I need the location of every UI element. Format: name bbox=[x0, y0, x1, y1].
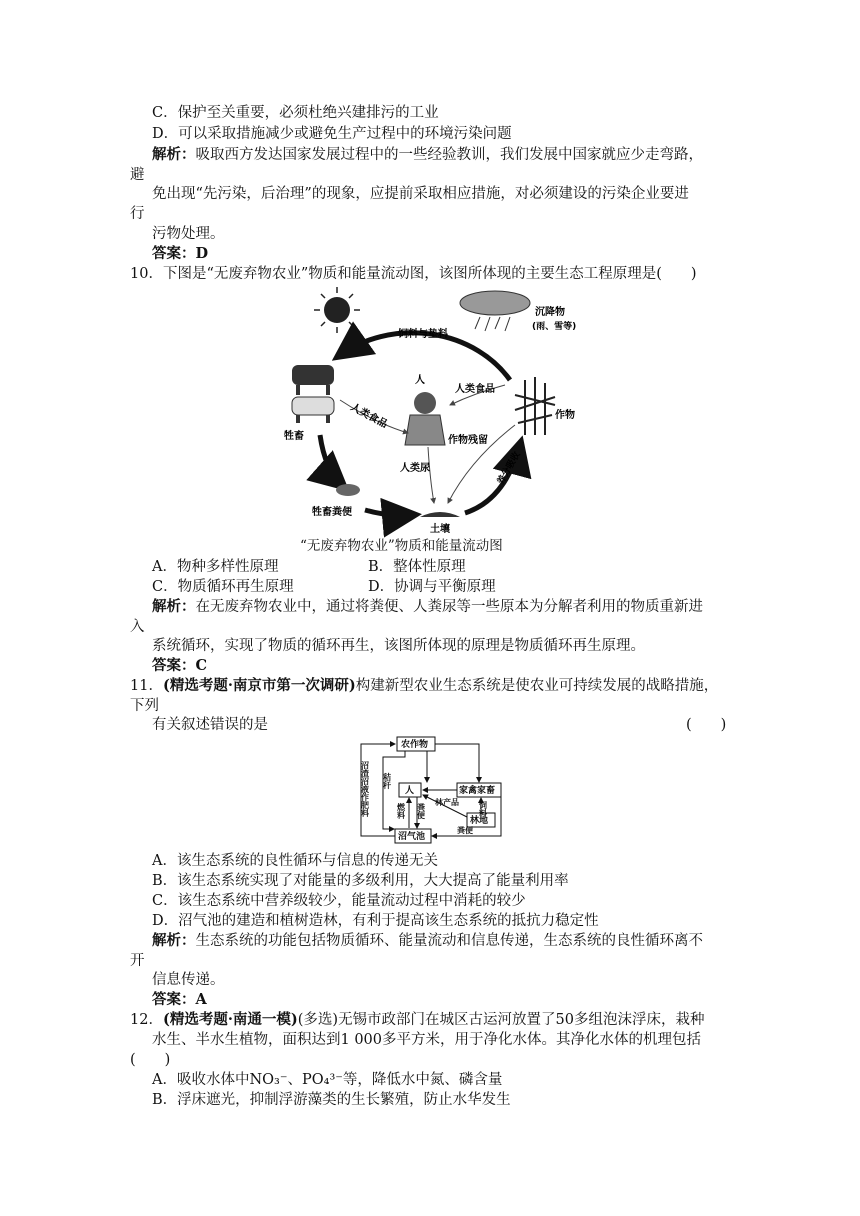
q11-stem-line2: 有关叙述错误的是 bbox=[152, 717, 268, 733]
human-food-right-label: 人类食品 bbox=[455, 384, 495, 395]
q12-stem-line2: 水生、半水生植物，面积达到1 000多平方米，用于净化水体。其净化水体的机理包括 bbox=[152, 1032, 702, 1048]
livestock-to-manure-arc bbox=[320, 435, 342, 485]
soil-icon bbox=[420, 512, 460, 517]
agro-ecosystem-diagram bbox=[357, 733, 505, 845]
q12-number: 12． bbox=[130, 1012, 163, 1028]
q11-analysis-line1 bbox=[152, 931, 703, 951]
nutrient-absorb-label: 养分吸收 bbox=[495, 450, 523, 487]
q9-analysis-line1 bbox=[152, 145, 703, 165]
q11-option-a: A．该生态系统的良性循环与信息的传递无关 bbox=[152, 853, 438, 869]
feed-label: 饲料 bbox=[478, 801, 488, 817]
q11-option-d: D．沼气池的建造和植树造林，有利于提高该生态系统的抵抗力稳定性 bbox=[152, 913, 599, 929]
q11-option-b: B．该生态系统实现了对能量的多级利用，大大提高了能量利用率 bbox=[152, 873, 569, 889]
residue-label: 沼渣沼液作肥料 bbox=[360, 761, 370, 817]
analysis-text: 生态系统的功能包括物质循环、能量流动和信息传递，生态系统的良性循环离不 bbox=[195, 933, 703, 949]
q11-source: (精选考题·南京市第一次调研) bbox=[162, 677, 356, 694]
human-label: 人 bbox=[405, 786, 415, 796]
human-icon bbox=[405, 392, 445, 445]
human-waste-arrow bbox=[428, 447, 434, 503]
q11-stem bbox=[130, 676, 718, 696]
analysis-label: 解析： bbox=[152, 598, 196, 615]
feces2-label: 粪便 bbox=[457, 826, 473, 835]
crops-to-poultry-arrow bbox=[435, 744, 479, 782]
cloud-icon bbox=[460, 291, 530, 331]
figure-caption: “无废弃物农业”物质和能量流动图 bbox=[300, 538, 503, 554]
biogas-label: 沼气池 bbox=[398, 832, 426, 842]
q10-answer: 答案：C bbox=[152, 657, 208, 674]
feed-label: 饲料与垫料 bbox=[398, 329, 448, 340]
q9-option-c: C．保护至关重要，必须杜绝兴建排污的工业 bbox=[152, 105, 439, 121]
feces1-label: 粪便 bbox=[416, 803, 426, 819]
q9-analysis-line2: 免出现“先污染，后治理”的现象，应提前采取相应措施，对必须建设的污染企业要进 bbox=[152, 186, 689, 202]
q12-source: (精选考题·南通一模) bbox=[162, 1011, 298, 1028]
q10-option-a: A．物种多样性原理 bbox=[152, 559, 279, 575]
q12-option-b: B．浮床遮光，抑制浮游藻类的生长繁殖，防止水华发生 bbox=[152, 1092, 511, 1108]
q11-option-c: C．该生态系统中营养级较少，能量流动过程中消耗的较少 bbox=[152, 893, 526, 909]
analysis-text: 在无废弃物农业中，通过将粪便、人粪尿等一些原本为分解者利用的物质重新进 bbox=[195, 599, 703, 615]
sun-icon bbox=[314, 287, 360, 333]
q9-answer: 答案：D bbox=[152, 245, 209, 262]
manure-to-soil-arc bbox=[365, 510, 412, 515]
q10-option-b: B．整体性原理 bbox=[368, 559, 466, 575]
q11-number: 11． bbox=[130, 678, 163, 694]
q12-option-a: A．吸收水体中NO₃⁻、PO₄³⁻等，降低水中氮、磷含量 bbox=[152, 1072, 503, 1088]
straw-label: 秸秆 bbox=[382, 773, 392, 789]
q12-multi: (多选) bbox=[297, 1012, 339, 1028]
precipitation-sub-label: (雨、雪等) bbox=[532, 322, 577, 332]
q11-answer: 答案：A bbox=[152, 991, 207, 1008]
no-waste-agriculture-diagram bbox=[270, 285, 610, 540]
q11-analysis-line2: 信息传递。 bbox=[152, 972, 225, 988]
q9-analysis-wrap1: 避 bbox=[130, 167, 145, 183]
soil-label: 土壤 bbox=[430, 524, 450, 535]
human-waste-label: 人类尿 bbox=[400, 463, 430, 474]
q12-stem bbox=[130, 1010, 705, 1030]
q9-analysis-line3: 污物处理。 bbox=[152, 226, 225, 242]
analysis-label: 解析： bbox=[152, 146, 196, 163]
manure-label: 牲畜粪便 bbox=[312, 507, 352, 518]
crop-label: 作物 bbox=[555, 410, 575, 421]
fuel-label: 燃料 bbox=[396, 803, 406, 819]
q11-stem-wrap: 下列 bbox=[130, 698, 159, 714]
q10-analysis-wrap1: 入 bbox=[130, 619, 145, 635]
crop-residue-label: 作物残留 bbox=[448, 435, 488, 446]
q12-answer-blank: ( ) bbox=[130, 1052, 171, 1068]
livestock-label: 牲畜 bbox=[284, 431, 304, 442]
precipitation-label: 沉降物 bbox=[535, 307, 565, 318]
analysis-label: 解析： bbox=[152, 932, 196, 949]
q10-analysis-line1 bbox=[152, 597, 703, 617]
q10-option-d: D．协调与平衡原理 bbox=[368, 579, 496, 595]
analysis-text: 吸取西方发达国家发展过程中的一些经验教训，我们发展中国家就应少走弯路， bbox=[195, 147, 703, 163]
human-label: 人 bbox=[415, 375, 425, 386]
q10-analysis-line2: 系统循环，实现了物质的循环再生，该图所体现的原理是物质循环再生原理。 bbox=[152, 638, 645, 654]
q11-answer-blank: ( ) bbox=[686, 717, 727, 733]
q9-option-d: D．可以采取措施减少或避免生产过程中的环境污染问题 bbox=[152, 126, 512, 142]
q11-analysis-wrap1: 开 bbox=[130, 953, 145, 969]
q10-stem: 10．下图是“无废弃物农业”物质和能量流动图，该图所体现的主要生态工程原理是( ) bbox=[130, 266, 697, 282]
crop-icon bbox=[515, 377, 555, 435]
crops-label: 农作物 bbox=[401, 740, 429, 750]
q10-option-c: C．物质循环再生原理 bbox=[152, 579, 294, 595]
forest-label: 林地 bbox=[470, 816, 489, 826]
q11-stem-text: 构建新型农业生态系统是使农业可持续发展的战略措施， bbox=[355, 678, 719, 694]
forest-products-label: 林产品 bbox=[435, 798, 459, 807]
livestock-icon bbox=[292, 365, 334, 423]
q12-stem-text: 无锡市政部门在城区古运河放置了50多组泡沫浮床，栽种 bbox=[338, 1012, 705, 1028]
q9-analysis-wrap2: 行 bbox=[130, 206, 145, 222]
poultry-label: 家禽家畜 bbox=[459, 786, 496, 796]
human-food-left-label: 人类食品 bbox=[348, 401, 390, 431]
manure-icon bbox=[336, 484, 360, 496]
